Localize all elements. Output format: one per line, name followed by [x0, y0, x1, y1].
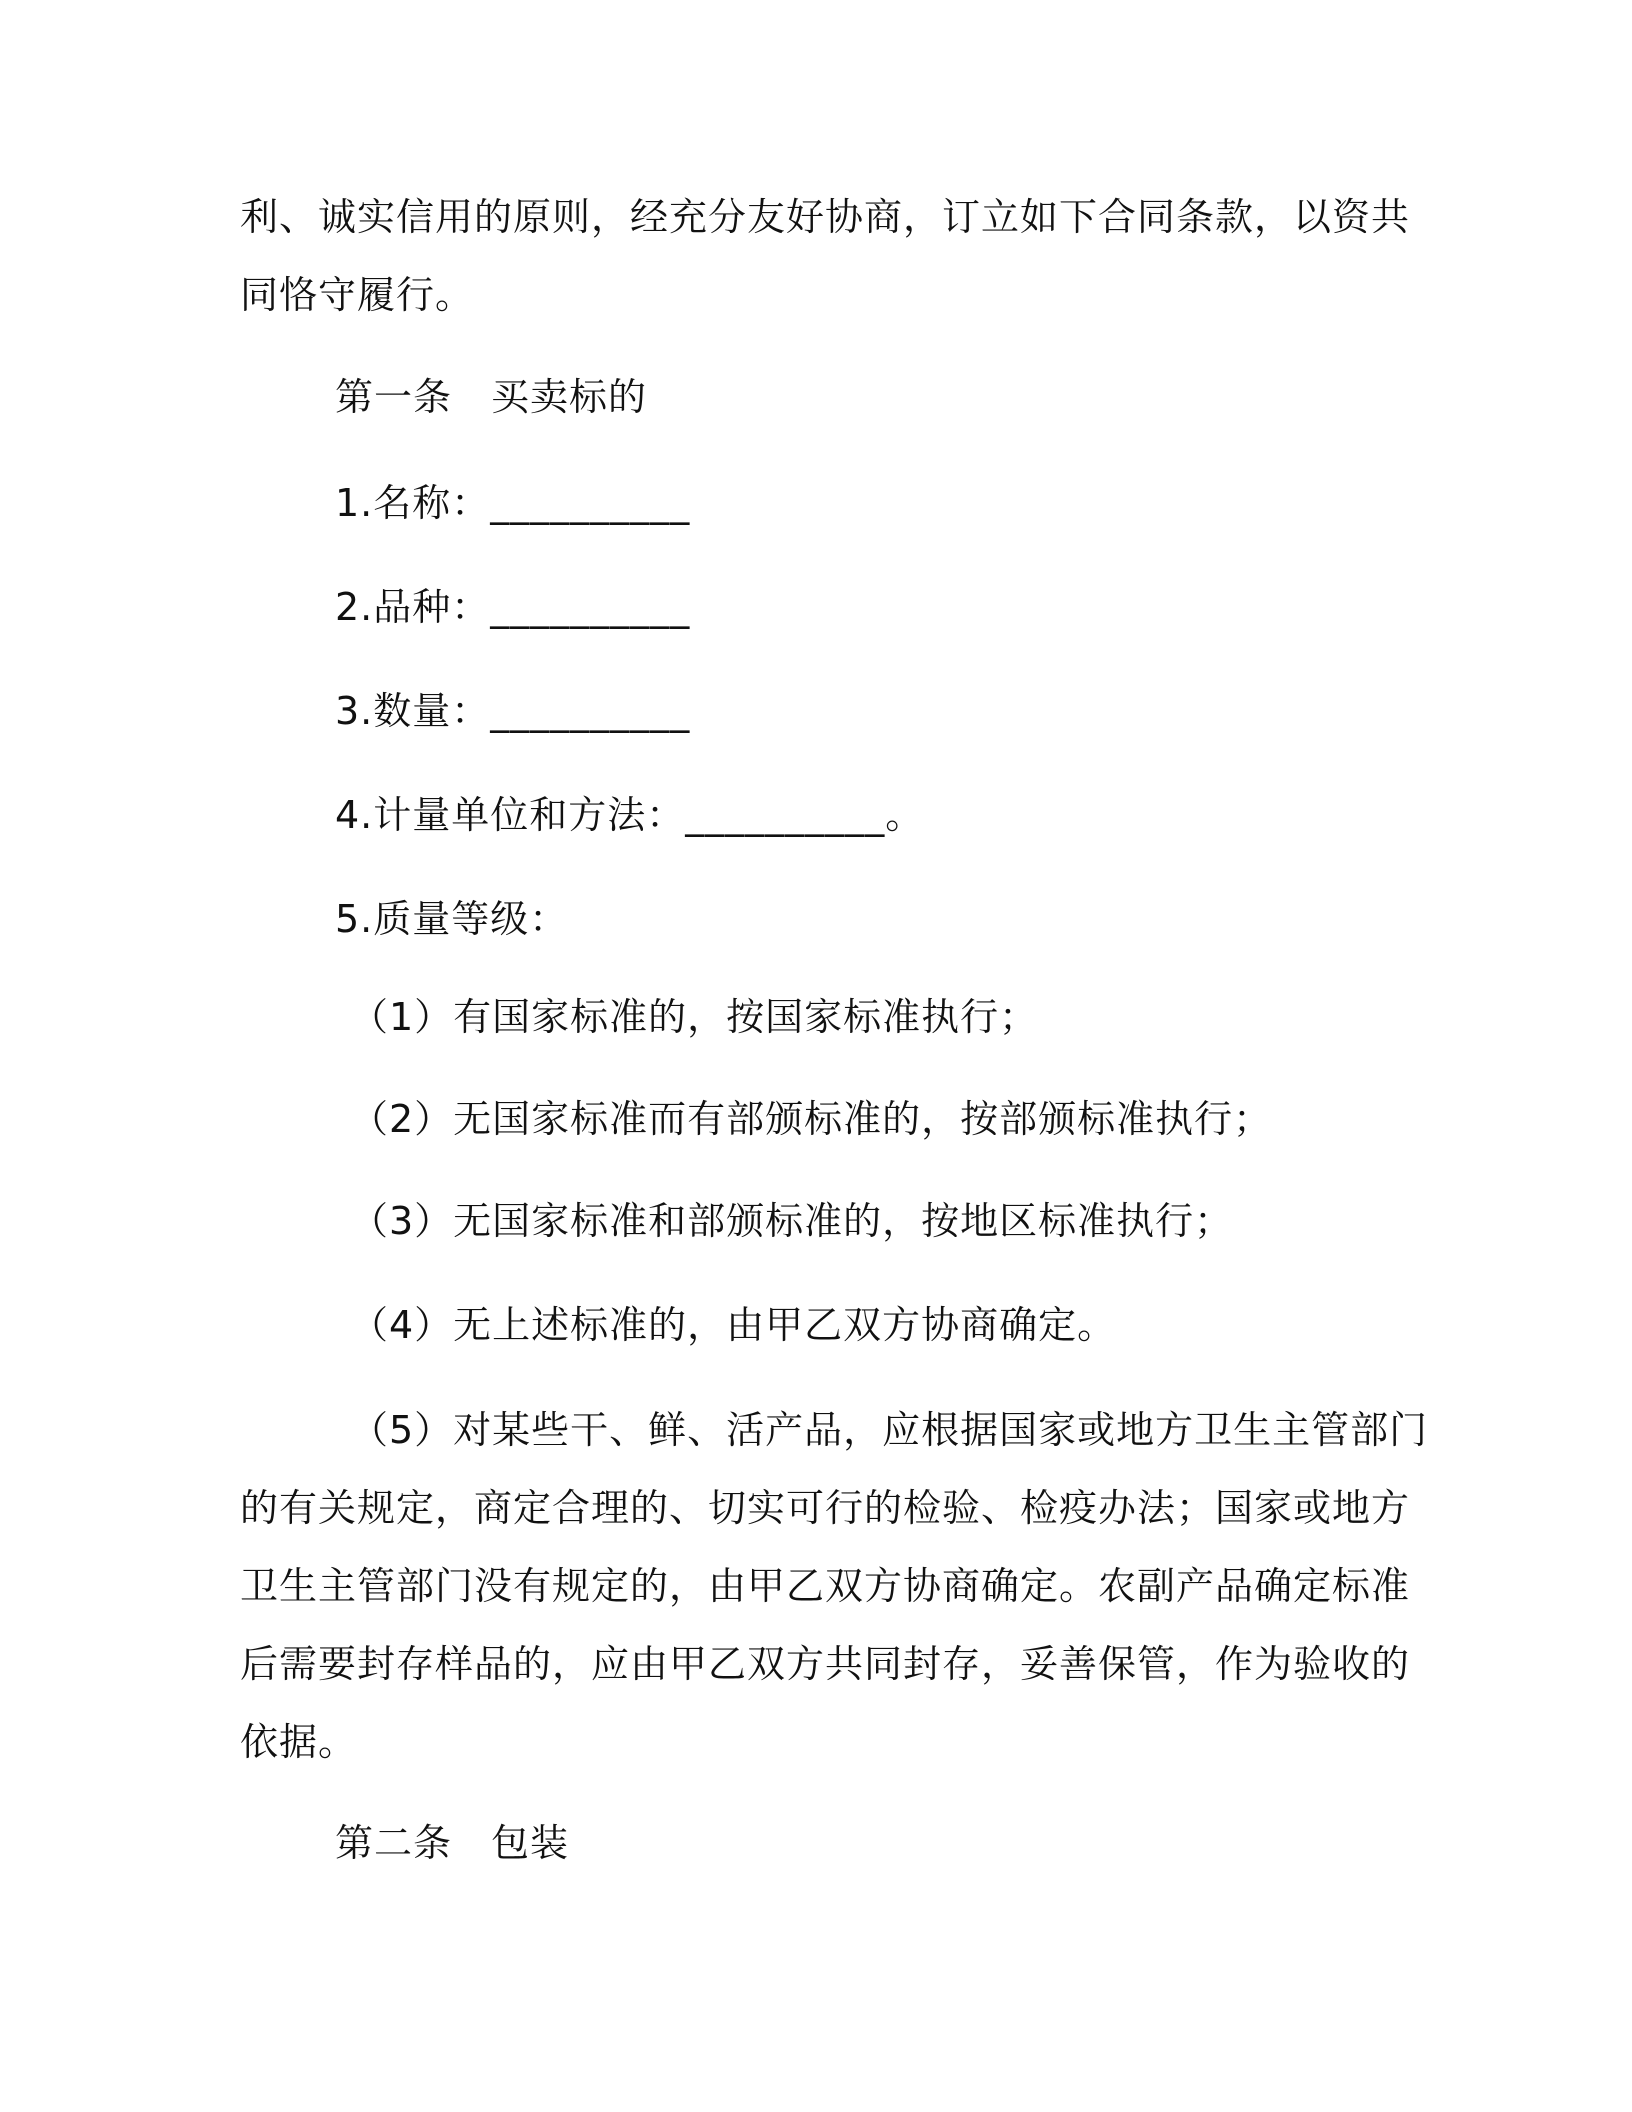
quality-clause-2: （2）无国家标准而有部颁标准的，按部颁标准执行；	[350, 1097, 1273, 1141]
item-name: 1.名称：__________	[335, 481, 691, 525]
item-quality-grade: 5.质量等级：	[335, 897, 569, 941]
item-quantity: 3.数量：__________	[335, 689, 691, 733]
quality-clause-5-line-1: （5）对某些干、鲜、活产品，应根据国家或地方卫生主管部门	[350, 1408, 1429, 1452]
quality-clause-5-line-2: 的有关规定，商定合理的、切实可行的检验、检疫办法；国家或地方	[240, 1486, 1411, 1530]
quality-clause-5-line-5: 依据。	[240, 1720, 358, 1764]
intro-line-2: 同恪守履行。	[240, 273, 475, 317]
article-2-heading: 第二条 包装	[335, 1821, 570, 1865]
quality-clause-4: （4）无上述标准的，由甲乙双方协商确定。	[350, 1303, 1117, 1347]
quality-clause-5-line-3: 卫生主管部门没有规定的，由甲乙双方协商确定。农副产品确定标准	[240, 1564, 1411, 1608]
quality-clause-5-line-4: 后需要封存样品的，应由甲乙双方共同封存，妥善保管，作为验收的	[240, 1642, 1411, 1686]
intro-line-1: 利、诚实信用的原则，经充分友好协商，订立如下合同条款，以资共	[240, 195, 1411, 239]
item-variety: 2.品种：__________	[335, 585, 691, 629]
item-measurement: 4.计量单位和方法：__________。	[335, 793, 925, 837]
article-1-heading: 第一条 买卖标的	[335, 375, 648, 419]
quality-clause-3: （3）无国家标准和部颁标准的，按地区标准执行；	[350, 1199, 1234, 1243]
quality-clause-1: （1）有国家标准的，按国家标准执行；	[350, 995, 1039, 1039]
